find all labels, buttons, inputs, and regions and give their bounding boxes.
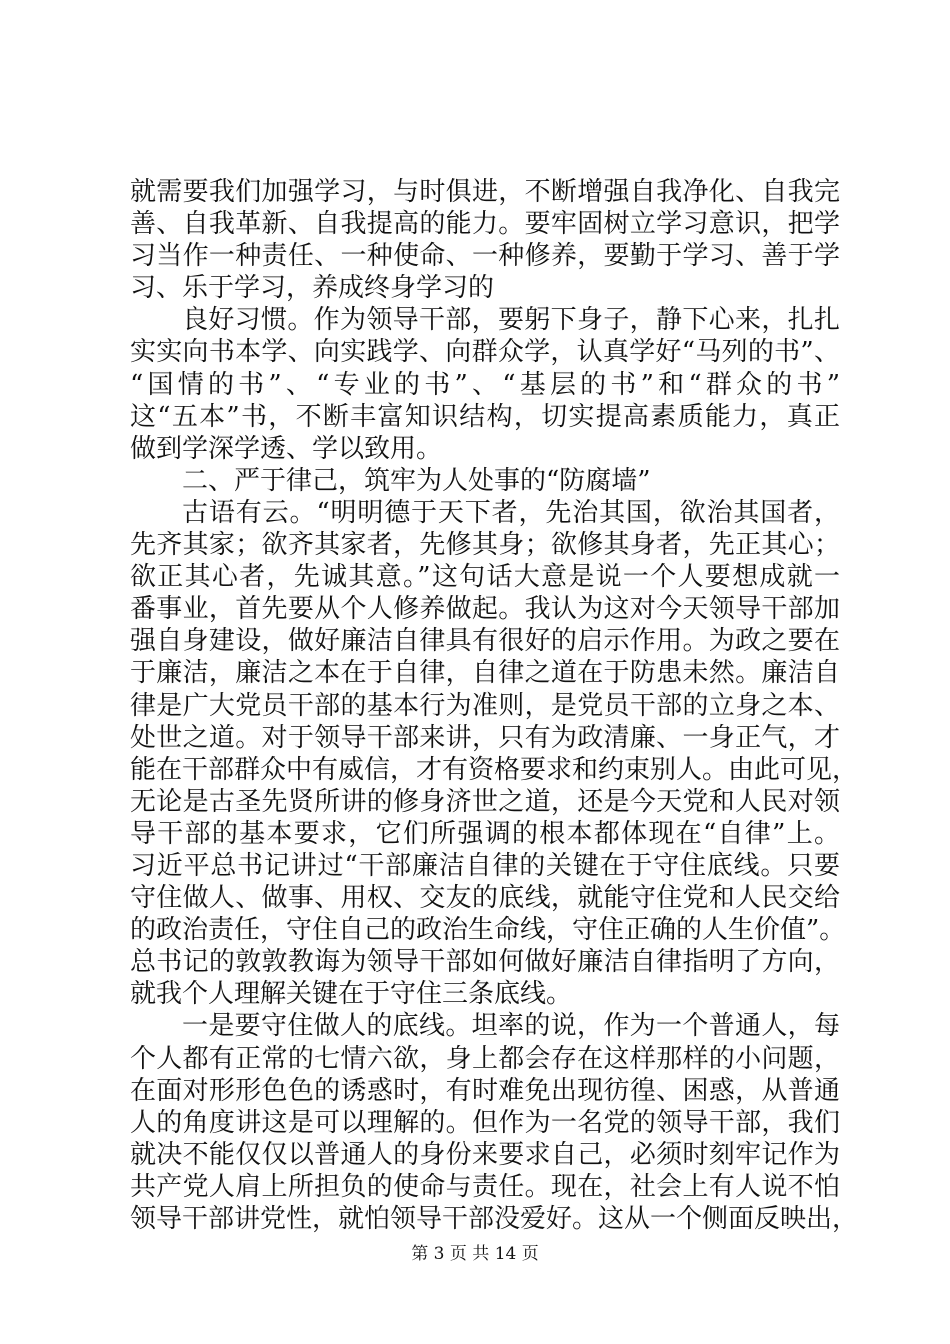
text-line: 导干部的基本要求，它们所强调的根本都体现在“自律”上。 [130,818,840,849]
text-line: 能在干部群众中有威信，才有资格要求和约束别人。由此可见， [130,754,859,785]
document-body [130,176,859,1235]
text-line: 于廉洁，廉洁之本在于自律，自律之道在于防患未然。廉洁自 [130,658,840,689]
text-line: 就需要我们加强学习，与时俱进，不断增强自我净化、自我完 [130,177,840,207]
text-line: 善、自我革新、自我提高的能力。要牢固树立学习意识，把学 [130,209,840,240]
text-line: 守住做人、做事、用权、交友的底线，就能守住党和人民交给 [130,883,840,914]
text-line: 律是广大党员干部的基本行为准则，是党员干部的立身之本、 [130,690,840,721]
text-line: 古语有云。“明明德于天下者，先治其国，欲治其国者， [182,497,840,528]
page-footer: 第 3 页 共 14 页 [411,1244,539,1264]
text-line: 人的角度讲这是可以理解的。但作为一名党的领导干部，我们 [130,1107,840,1138]
text-line: 个人都有正常的七情六欲，身上都会存在这样那样的小问题， [130,1043,840,1074]
text-line: 做到学深学透、学以致用。 [130,433,443,464]
text-line: 实实向书本学、向实践学、向群众学，认真学好“马列的书”、 [130,337,840,368]
text-line: 二、严于律己，筑牢为人处事的“防腐墙” [182,465,651,496]
text-line: 良好习惯。作为领导干部，要躬下身子，静下心来，扎扎 [182,305,840,336]
text-line: 番事业，首先要从个人修养做起。我认为这对今天领导干部加 [130,594,840,625]
text-line: 习近平总书记讲过“干部廉洁自律的关键在于守住底线。只要 [130,850,840,881]
text-line: 无论是古圣先贤所讲的修身济世之道，还是今天党和人民对领 [130,786,840,817]
text-line: 习当作一种责任、一种使命、一种修养，要勤于学习、善于学 [130,241,840,272]
text-line: 一是要守住做人的底线。坦率的说，作为一个普通人，每 [182,1011,840,1042]
text-line: 欲正其心者，先诚其意。”这句话大意是说一个人要想成就一 [130,562,840,593]
text-line: 强自身建设，做好廉洁自律具有很好的启示作用。为政之要在 [130,626,840,657]
text-line: 共产党人肩上所担负的使命与责任。现在，社会上有人说不怕 [130,1171,840,1202]
text-line: “国情的书”、“专业的书”、“基层的书”和“群众的书” [130,369,840,400]
text-line: 就我个人理解关键在于守住三条底线。 [130,979,573,1010]
text-line: 习、乐于学习，养成终身学习的 [130,273,495,304]
text-line: 这“五本”书，不断丰富知识结构，切实提高素质能力，真正 [130,401,840,432]
text-line: 就决不能仅仅以普通人的身份来要求自己，必须时刻牢记作为 [130,1139,840,1170]
text-line: 总书记的敦敦教诲为领导干部如何做好廉洁自律指明了方向， [130,947,840,978]
text-line: 先齐其家；欲齐其家者，先修其身；欲修其身者，先正其心； [130,530,840,561]
text-line: 的政治责任，守住自己的政治生命线，守住正确的人生价值”。 [130,915,846,946]
text-line: 领导干部讲党性，就怕领导干部没爱好。这从一个侧面反映出， [130,1204,859,1234]
text-line: 在面对形形色色的诱惑时，有时难免出现彷徨、困惑，从普通 [130,1075,840,1106]
text-line: 处世之道。对于领导干部来讲，只有为政清廉、一身正气，才 [130,722,840,753]
